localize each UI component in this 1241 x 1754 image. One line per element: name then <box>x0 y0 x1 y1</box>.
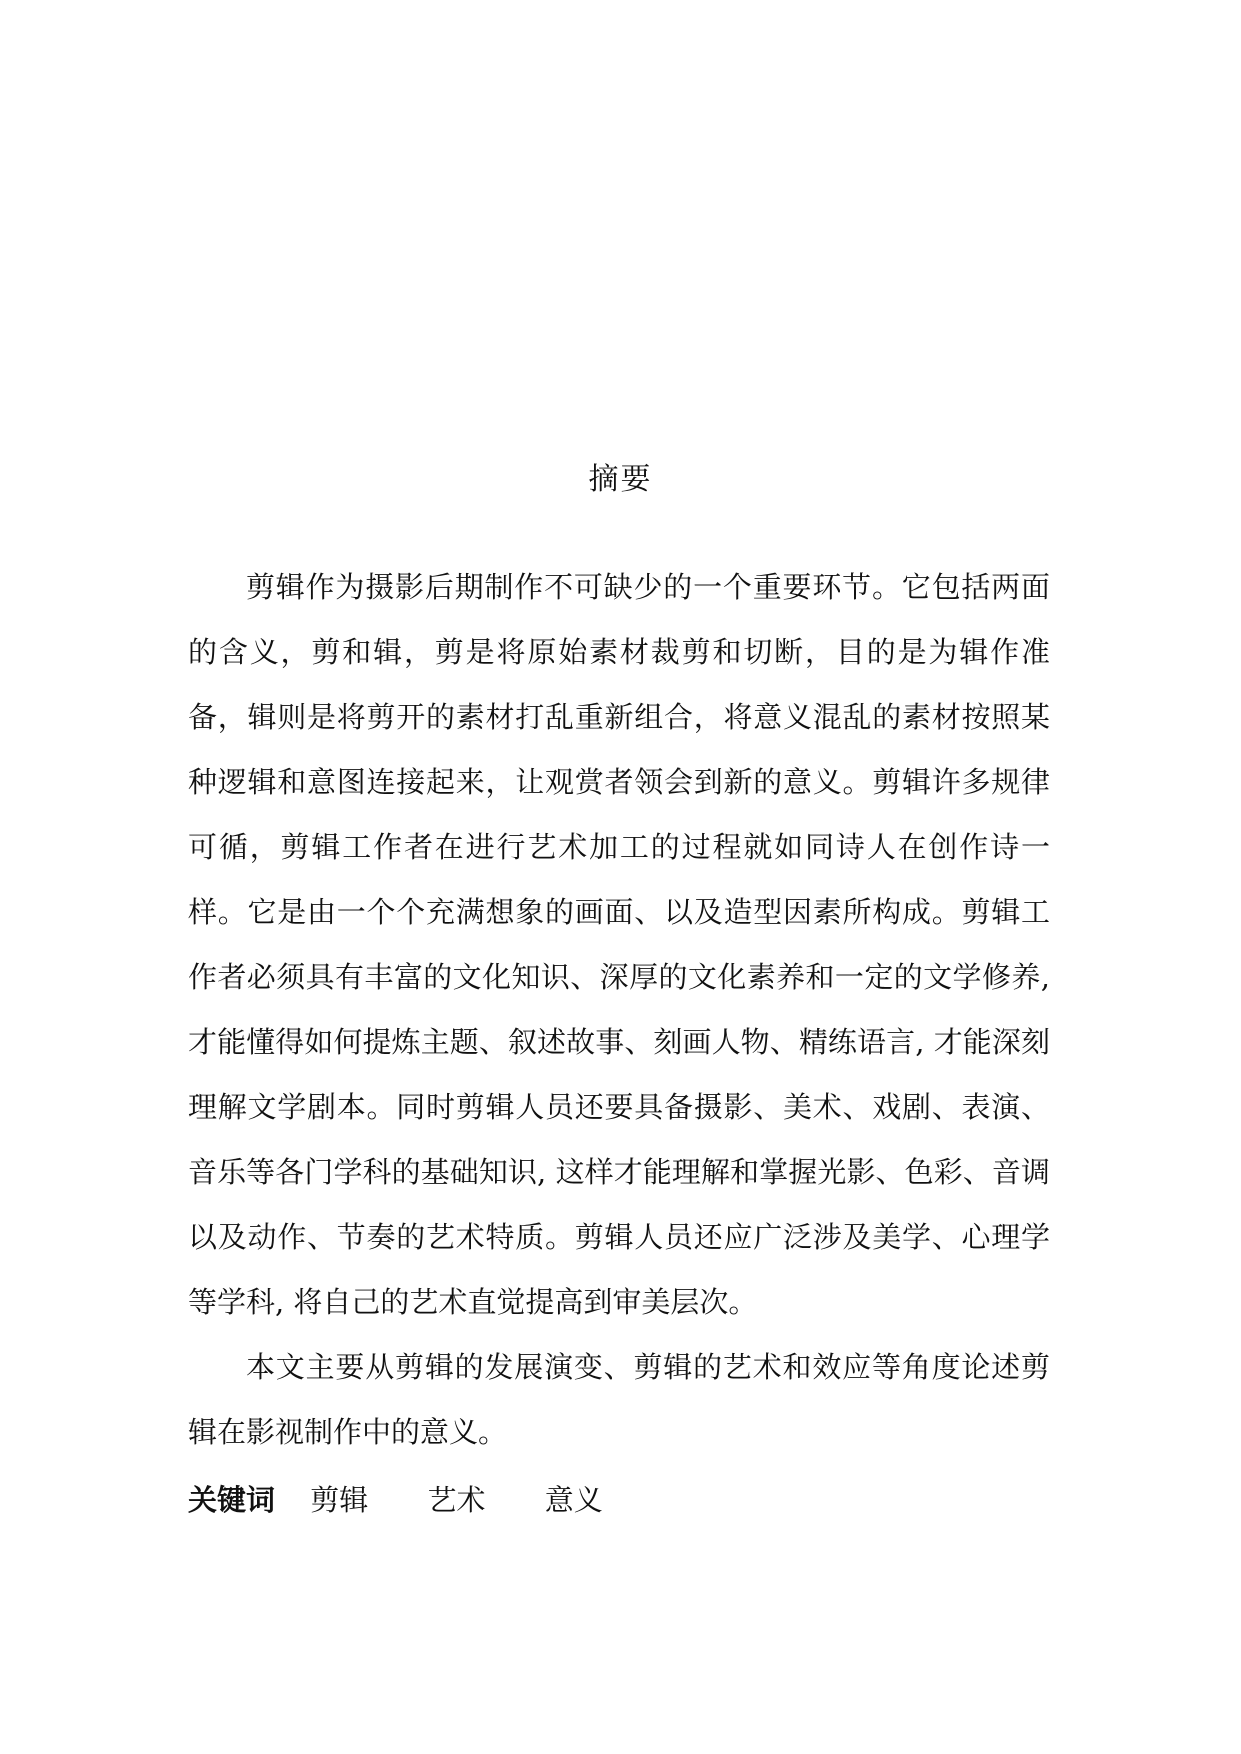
keywords-line <box>188 1478 1050 1522</box>
keyword-item: 剪辑 <box>310 1483 369 1517</box>
keyword-item: 意义 <box>544 1483 603 1517</box>
abstract-title: 摘要 <box>588 462 653 497</box>
abstract-body <box>188 555 1050 1465</box>
abstract-paragraph-1: 剪辑作为摄影后期制作不可缺少的一个重要环节。它包括两面的含义，剪和辑，剪是将原始素材裁剪和切断，目的是为辑作准备，辑则是将剪开的素材打乱重新组合，将意义混乱的素材按照某种逻辑和意图连接起来，让观赏者领会到新的意义。剪辑许多规律可循，剪辑工作者在进行艺术加工的过程就如同诗人在创作诗一样。它是由一个个充满想象的画面、以及造型因素所构成。剪辑工作者必须具有丰富的文化知识、深厚的文化素养和一定的文学修养, 才能懂得如何提炼主题、叙述故事、刻画人物、精练语言, 才能深刻理解文学剧本。同时剪辑人员还要具备摄影、美术、戏剧、表演、音乐等各门学科的基础知识, 这样才能理解和掌握光影、色彩、音调以及动作、节奏的艺术特质。剪辑人员还应广泛涉及美学、心理学等学科, 将自己的艺术直觉提高到审美层次。 <box>188 570 1050 1319</box>
abstract-paragraph-2: 本文主要从剪辑的发展演变、剪辑的艺术和效应等角度论述剪辑在影视制作中的意义。 <box>188 1350 1050 1449</box>
keywords-label: 关键词 <box>188 1483 276 1517</box>
keyword-item: 艺术 <box>427 1483 486 1517</box>
